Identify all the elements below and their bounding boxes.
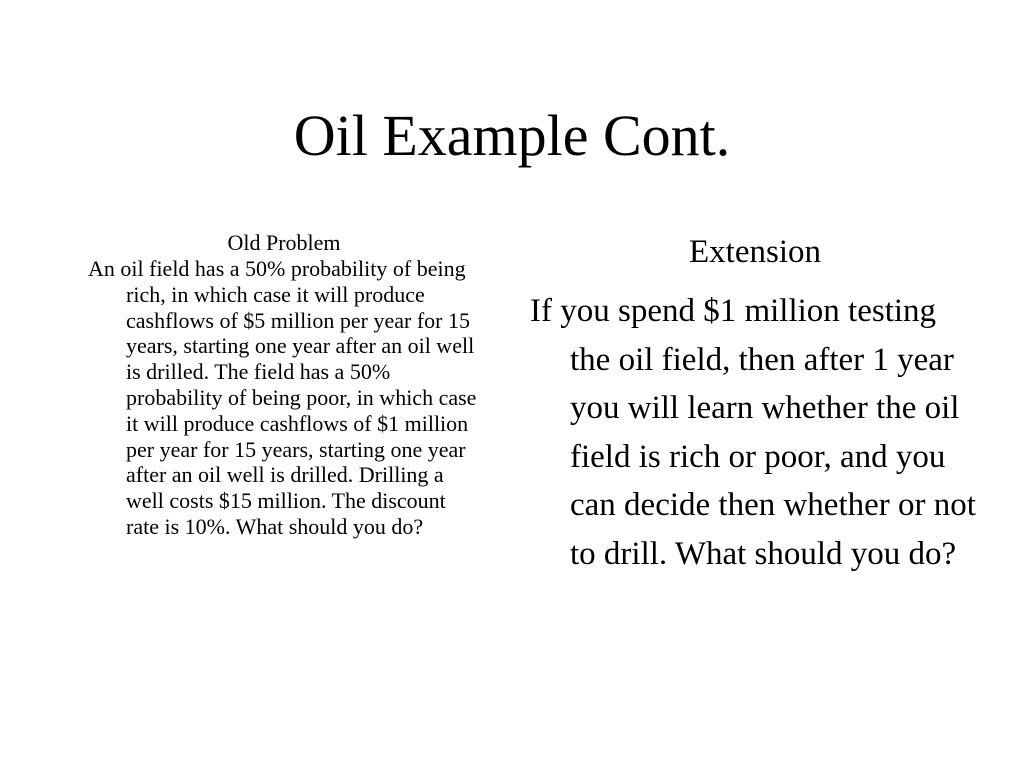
extension-heading: Extension	[689, 234, 821, 270]
old-problem-text: An oil field has a 50% probability of being rich, in which case it will produce cashflows of $5 million per year for 15 years, starting one year after an oil well is drilled. The field has a 50% probability of being poor, in which case it will produce cashflows of $1 million per year for 15 years, starting one year after an oil well is drilled. Drilling a well costs $15 million. The discount rate is 10%. What should you do?	[88, 256, 477, 539]
extension-column	[530, 230, 980, 578]
slide-title: Oil Example Cont.	[293, 103, 731, 168]
old-problem-heading: Old Problem	[227, 230, 341, 255]
extension-text: If you spend $1 million testing the oil field, then after 1 year you will learn whether the oil field is rich or poor, and you can decide then whether or not to drill. What should you do?	[530, 293, 976, 572]
old-problem-column	[88, 229, 480, 540]
